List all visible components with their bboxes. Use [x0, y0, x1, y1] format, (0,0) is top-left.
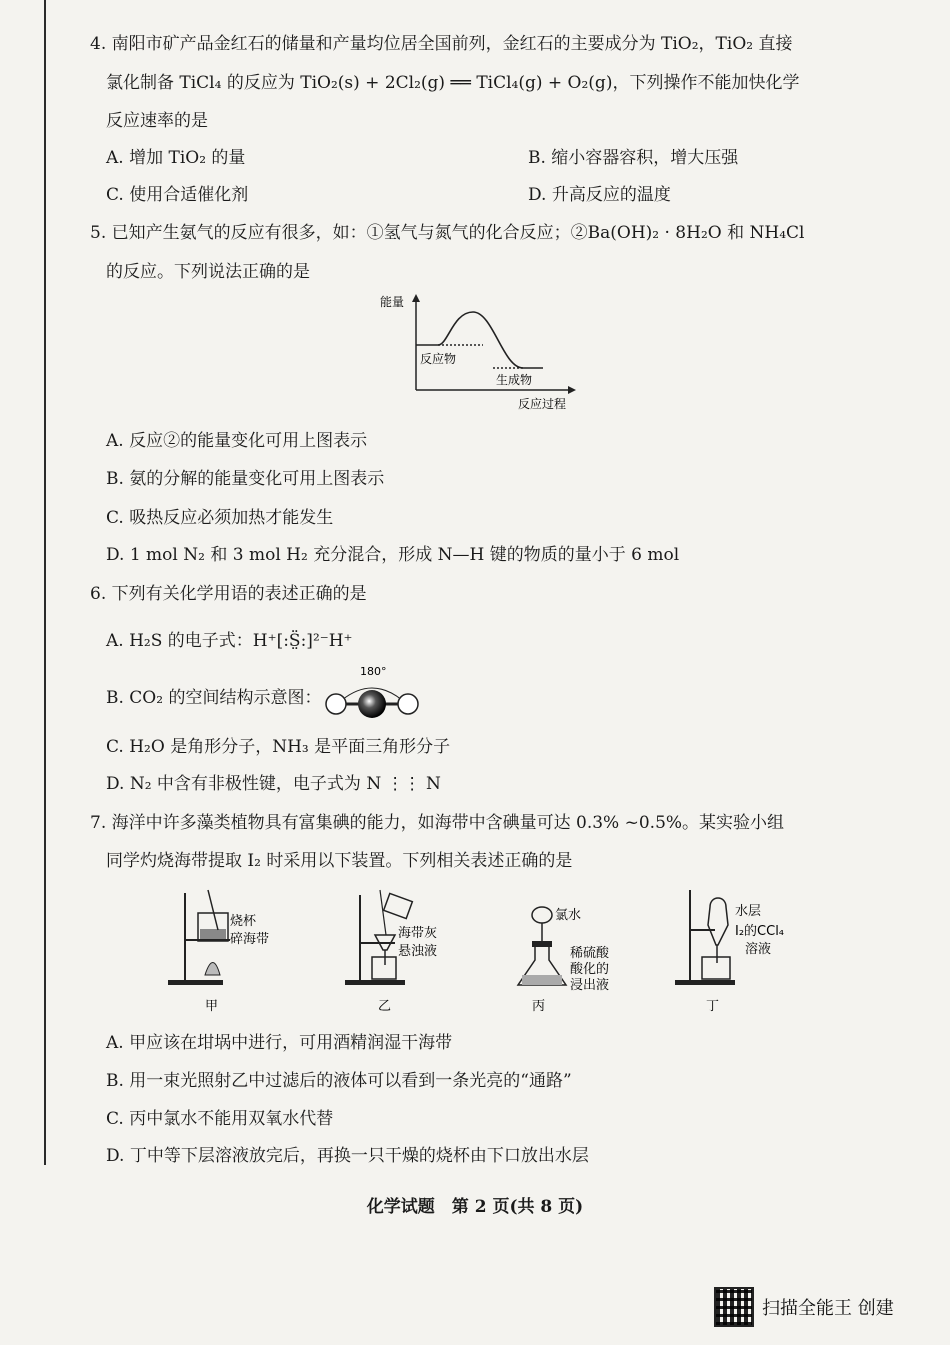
q5-line1: 5. 已知产生氨气的反应有很多，如：①氢气与氮气的化合反应；②Ba(OH)₂ · 8H₂O 和 NH₄Cl	[90, 223, 805, 243]
q7-option-b: B. 用一束光照射乙中过滤后的液体可以看到一条光亮的“通路”	[106, 1071, 572, 1091]
svg-text:溶液: 溶液	[745, 942, 772, 957]
carbon-atom	[358, 690, 386, 718]
svg-text:浸出液: 浸出液	[570, 978, 610, 993]
svg-text:碎海带: 碎海带	[230, 932, 270, 947]
angle-label: 180°	[360, 665, 387, 678]
svg-text:I₂的CCl₄: I₂的CCl₄	[735, 924, 785, 939]
q4-line3: 反应速率的是	[106, 111, 208, 131]
co2-structure	[322, 662, 422, 722]
q4-option-b: B. 缩小容器容积，增大压强	[528, 148, 739, 168]
q6-line1: 6. 下列有关化学用语的表述正确的是	[90, 584, 367, 604]
svg-text:乙: 乙	[378, 999, 392, 1014]
apparatus-yi	[345, 890, 437, 1014]
svg-text:悬浊液: 悬浊液	[398, 944, 438, 959]
x-axis-label: 反应过程	[518, 397, 567, 411]
reactant-label: 反应物	[420, 352, 457, 366]
q7-line2: 同学灼烧海带提取 I₂ 时采用以下装置。下列相关表述正确的是	[106, 851, 573, 871]
q5-option-a: A. 反应②的能量变化可用上图表示	[106, 431, 368, 451]
svg-text:海带灰: 海带灰	[398, 926, 438, 941]
oxygen-atom-left	[326, 694, 346, 714]
scanner-watermark	[714, 1287, 894, 1327]
apparatus-bing	[518, 907, 610, 1014]
svg-text:稀硫酸: 稀硫酸	[570, 946, 610, 961]
q5-option-c: C. 吸热反应必须加热才能发生	[106, 508, 334, 528]
y-axis-arrow	[412, 294, 420, 302]
oxygen-atom-right	[398, 694, 418, 714]
q7-option-d: D. 丁中等下层溶液放完后，再换一只干燥的烧杯由下口放出水层	[106, 1146, 589, 1166]
apparatus-figure	[150, 885, 800, 1020]
q5-option-b: B. 氨的分解的能量变化可用上图表示	[106, 469, 385, 489]
apparatus-ding	[675, 890, 784, 1014]
q7-option-a: A. 甲应该在坩埚中进行，可用酒精润湿干海带	[106, 1033, 453, 1053]
q7-line1: 7. 海洋中许多藻类植物具有富集碘的能力，如海带中含碘量可达 0.3% ~0.5%。某实验小组	[90, 813, 785, 833]
q5-line2: 的反应。下列说法正确的是	[106, 262, 310, 282]
q7-option-c: C. 丙中氯水不能用双氧水代替	[106, 1109, 334, 1129]
svg-text:丙: 丙	[532, 999, 546, 1014]
energy-diagram	[378, 290, 588, 415]
q6-option-c: C. H₂O 是角形分子，NH₃ 是平面三角形分子	[106, 737, 451, 757]
q6-option-a: A. H₂S 的电子式：H⁺[:S̤̈:]²⁻H⁺	[106, 631, 353, 651]
q4-line1: 4. 南阳市矿产品金红石的储量和产量均位居全国前列，金红石的主要成分为 TiO₂，TiO₂ 直接	[90, 34, 793, 54]
q4-line2: 氯化制备 TiCl₄ 的反应为 TiO₂(s) + 2Cl₂(g) ══ TiCl₄(g) + O₂(g)，下列操作不能加快化学	[106, 73, 800, 93]
margin-line	[44, 0, 46, 1165]
product-label: 生成物	[496, 373, 533, 387]
svg-text:烧杯: 烧杯	[230, 914, 257, 929]
qr-code-icon	[714, 1287, 754, 1327]
q4-option-d: D. 升高反应的温度	[528, 185, 671, 205]
q4-option-a: A. 增加 TiO₂ 的量	[106, 148, 246, 168]
q4-option-c: C. 使用合适催化剂	[106, 185, 249, 205]
svg-text:酸化的: 酸化的	[570, 962, 610, 977]
y-axis-label: 能量	[380, 295, 405, 309]
apparatus-jia	[168, 890, 269, 1014]
svg-text:甲: 甲	[205, 999, 219, 1014]
svg-text:丁: 丁	[706, 999, 720, 1014]
scanner-text: 扫描全能王 创建	[762, 1298, 894, 1319]
page-footer: 化学试题 第 2 页(共 8 页)	[366, 1197, 584, 1217]
q6-option-d: D. N₂ 中含有非极性键，电子式为 N ⋮⋮ N	[106, 774, 441, 794]
x-axis-arrow	[568, 386, 576, 394]
svg-text:氯水: 氯水	[555, 908, 582, 923]
q6-option-b: B. CO₂ 的空间结构示意图：	[106, 688, 322, 708]
q5-option-d: D. 1 mol N₂ 和 3 mol H₂ 充分混合，形成 N—H 键的物质的量小于 6 mol	[106, 545, 680, 565]
svg-text:水层: 水层	[735, 904, 762, 919]
